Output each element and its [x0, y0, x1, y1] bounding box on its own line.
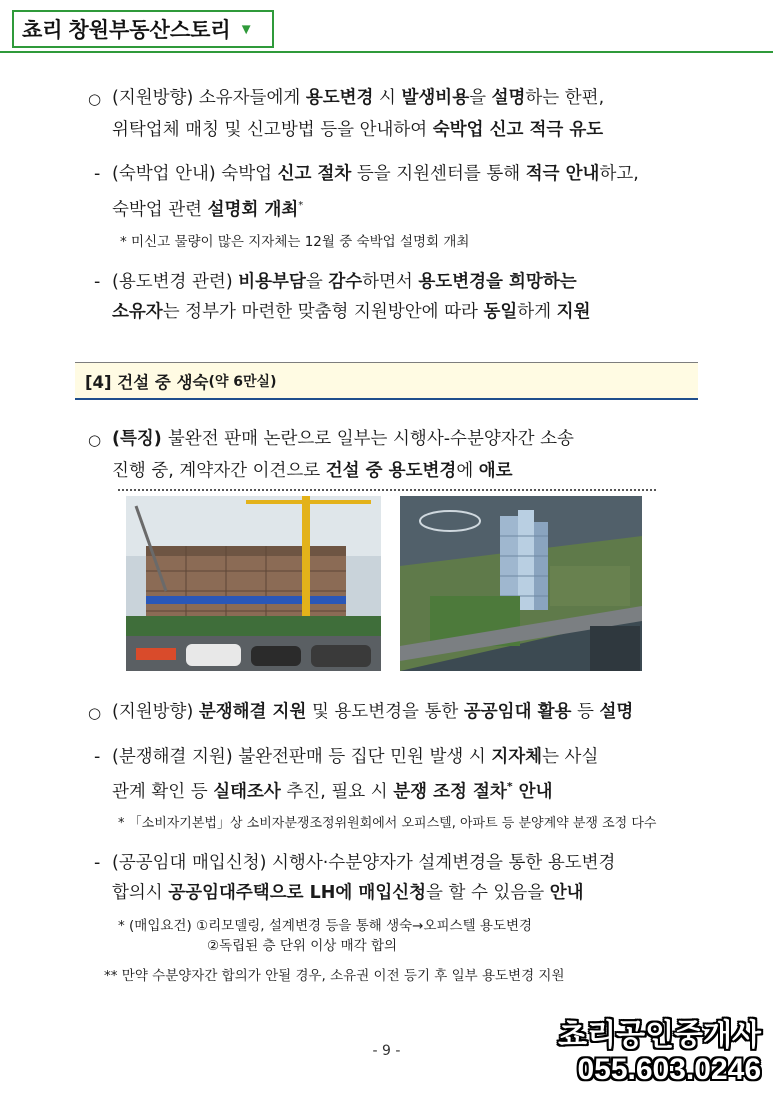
- block4-line2: 진행 중, 계약자간 이견으로 건설 중 용도변경에 애로: [112, 461, 513, 481]
- dropdown-icon[interactable]: ▼: [238, 20, 254, 38]
- construction-site-photo: [126, 496, 381, 671]
- block6-note: * 「소비자기본법」상 소비자분쟁조정위원회에서 오피스텔, 아파트 등 분양계약 분쟁 조정 다수: [118, 816, 657, 831]
- bullet-circle-icon: ○: [88, 90, 102, 108]
- block7-note2: ②독립된 층 단위 이상 매각 합의: [207, 938, 398, 954]
- section-subtitle: (약 6만실): [208, 373, 277, 390]
- dash-marker: -: [94, 272, 101, 292]
- brand-divider: [0, 51, 773, 53]
- block6-line2: 관계 확인 등 실태조사 추진, 필요 시 분쟁 조정 절차* 안내: [112, 780, 553, 802]
- dash-marker: -: [94, 164, 101, 184]
- building-rendering-photo: [400, 496, 642, 671]
- block2-note: * 미신고 물량이 많은 지자체는 12월 중 숙박업 설명회 개최: [120, 234, 470, 250]
- block4-line1: (특징) 불완전 판매 논란으로 일부는 시행사-수분양자간 소송: [112, 429, 574, 449]
- block7-note1: * (매입요건) ①리모델링, 설계변경 등을 통해 생숙→오피스텔 용도변경: [118, 918, 533, 934]
- block7-note3: ** 만약 수분양자간 합의가 안될 경우, 소유권 이전 등기 후 일부 용도변경 지원: [104, 968, 565, 984]
- section-header: [75, 362, 698, 400]
- dotted-divider: [118, 489, 656, 491]
- block6-line1: (분쟁해결 지원) 불완전판매 등 집단 민원 발생 시 지자체는 사실: [112, 747, 599, 767]
- dash-marker: -: [94, 747, 101, 767]
- dash-marker: -: [94, 853, 101, 873]
- block3-line2: 소유자는 정부가 마련한 맞춤형 지원방안에 따라 동일하게 지원: [112, 302, 591, 322]
- bullet-circle-icon: ○: [88, 704, 102, 722]
- brand-badge[interactable]: [12, 10, 274, 48]
- page-number: - 9 -: [372, 1043, 401, 1059]
- block5-line1: (지원방향) 분쟁해결 지원 및 용도변경을 통한 공공임대 활용 등 설명: [112, 702, 634, 722]
- stamp-name: 쵸리공인중개사: [558, 1019, 761, 1052]
- block2-line2: 숙박업 관련 설명회 개최*: [112, 199, 304, 220]
- stamp-phone: 055.603.0246: [577, 1053, 761, 1086]
- block1-line1: (지원방향) 소유자들에게 용도변경 시 발생비용을 설명하는 한편,: [112, 88, 605, 108]
- section-title: [4] 건설 중 생숙: [85, 372, 209, 392]
- block3-line1: (용도변경 관련) 비용부담을 감수하면서 용도변경을 희망하는: [112, 272, 577, 292]
- block2-line1: (숙박업 안내) 숙박업 신고 절차 등을 지원센터를 통해 적극 안내하고,: [112, 164, 639, 184]
- block7-line1: (공공임대 매입신청) 시행사·수분양자가 설계변경을 통한 용도변경: [112, 853, 616, 873]
- brand-title: 쵸리 창원부동산스토리: [22, 19, 231, 42]
- block7-line2: 합의시 공공임대주택으로 LH에 매입신청을 할 수 있음을 안내: [112, 883, 584, 903]
- bullet-circle-icon: ○: [88, 431, 102, 449]
- block1-line2: 위탁업체 매칭 및 신고방법 등을 안내하여 숙박업 신고 적극 유도: [112, 120, 604, 140]
